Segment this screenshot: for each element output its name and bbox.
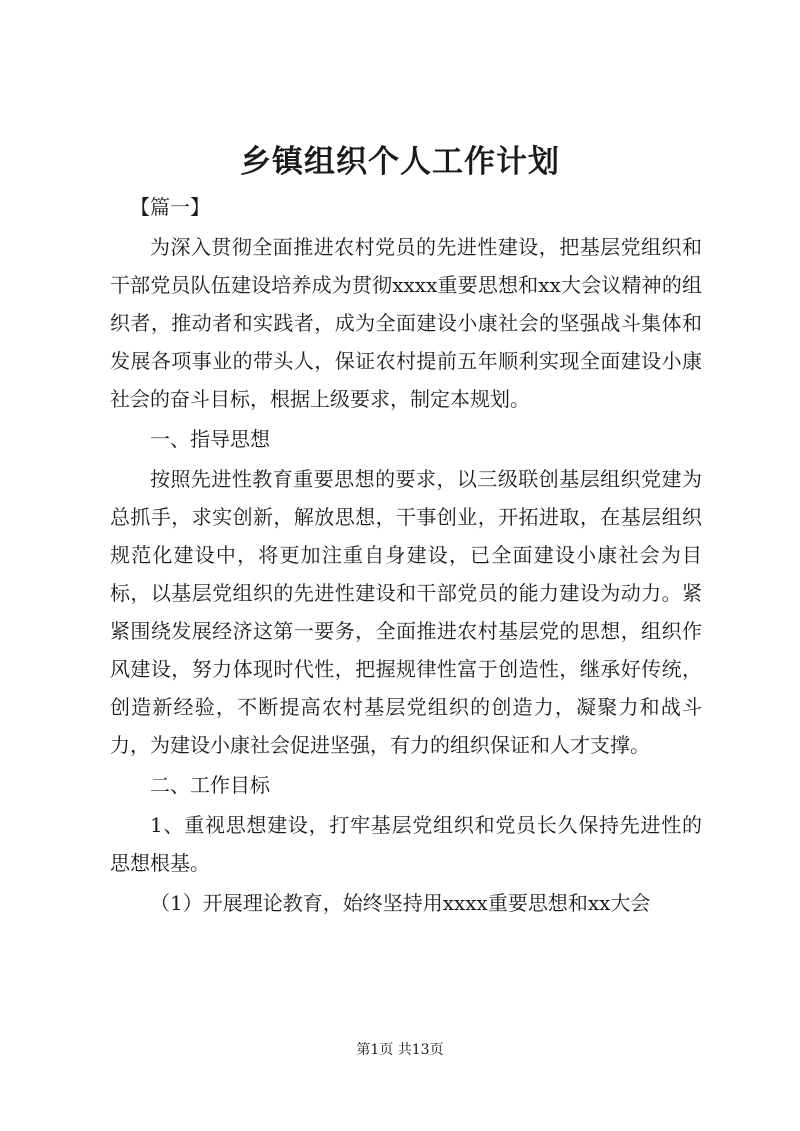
page-footer: 第1页 共13页 [356,1042,444,1058]
paragraph-guiding-thought: 按照先进性教育重要思想的要求，以三级联创基层组织党建为总抓手，求实创新，解放思想，干事创业，开拓进取，在基层组织规范化建设中，将更加注重自身建设，已全面建设小康社会为目标，以基层党组织的先进性建设和干部党员的能力建设为动力。紧紧围绕发展经济这第一要务，全面推进农村基层党的思想，组织作风建设，努力体现时代性，把握规律性富于创造性，继承好传统，创造新经验，不断提高农村基层党组织的创造力，凝聚力和战斗力，为建设小康社会促进坚强，有力的组织保证和人才支撑。 [110,467,702,757]
heading-guiding-thought: 一、指导思想 [150,427,270,451]
paragraph-goal-1: 1、重视思想建设，打牢基层党组织和党员长久保持先进性的思想根基。 [110,813,702,875]
paragraph-intro: 为深入贯彻全面推进农村党员的先进性建设，把基层党组织和干部党员队伍建设培养成为贯彻xxxx重要思想和xx大会议精神的组织者，推动者和实践者，成为全面建设小康社会的坚强战斗集体和发展各项事业的带头人，保证农村提前五年顺利实现全面建设小康社会的奋斗目标，根据上级要求，制定本规划。 [110,235,702,411]
heading-work-goals: 二、工作目标 [150,773,270,797]
section-label: 【篇一】 [130,195,210,219]
paragraph-goal-1-item-1: （1）开展理论教育，始终坚持用xxxx重要思想和xx大会 [150,891,651,915]
document-body [110,188,702,924]
document-title: 乡镇组织个人工作计划 [240,144,560,180]
